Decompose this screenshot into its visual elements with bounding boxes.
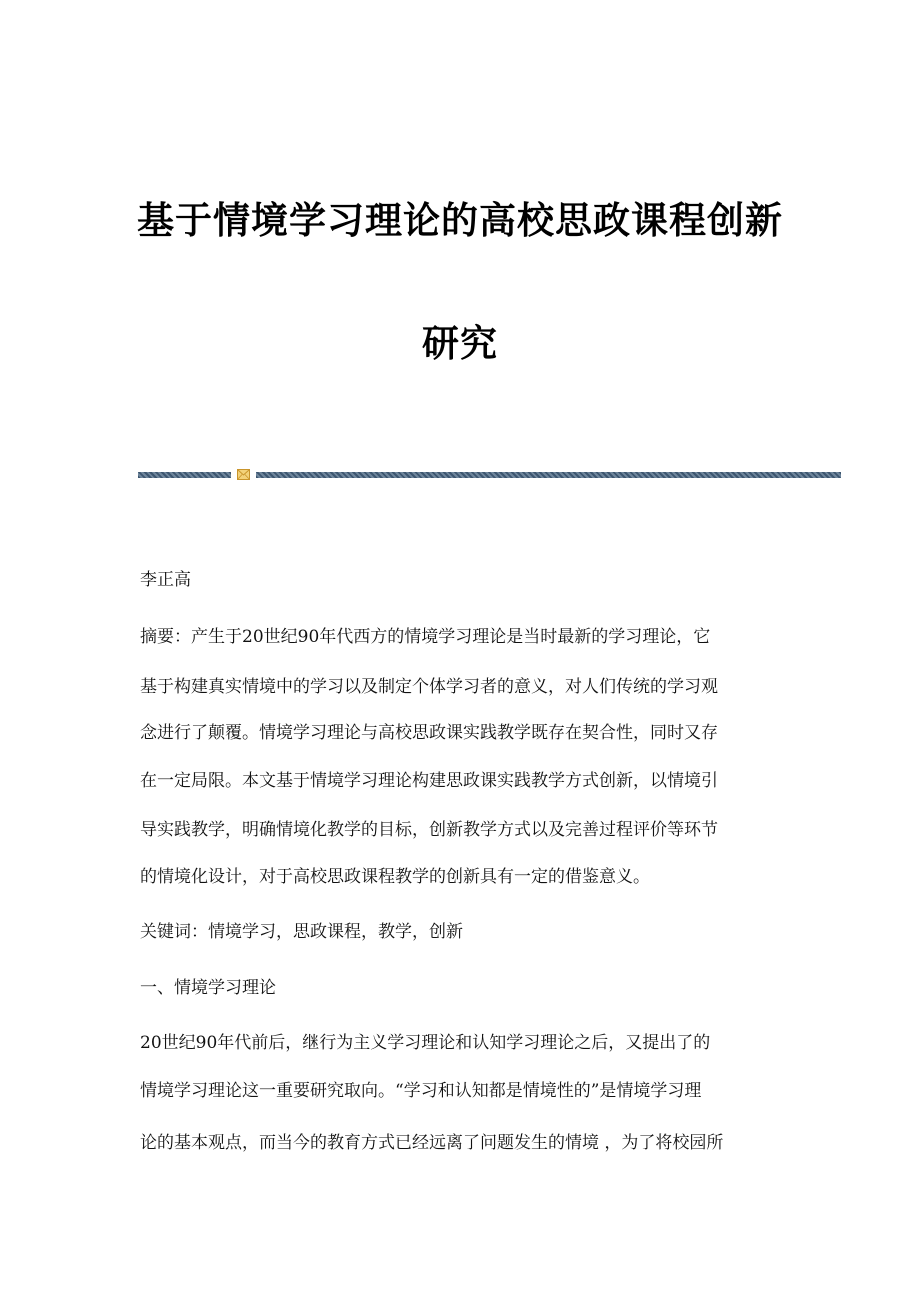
document-title-line-2: 研究 <box>422 321 498 365</box>
abstract-line: 在一定局限。本文基于情境学习理论构建思政课实践教学方式创新，以情境引 <box>140 771 718 791</box>
divider-bar-right <box>256 472 841 478</box>
document-title-line-1: 基于情境学习理论的高校思政课程创新 <box>137 198 783 242</box>
abstract-line: 的情境化设计，对于高校思政课程教学的创新具有一定的借鉴意义。 <box>140 867 650 887</box>
body-line: 论的基本观点，而当今的教育方式已经远离了问题发生的情境 ，为了将校园所 <box>140 1133 724 1153</box>
abstract-line: 摘要：产生于20世纪90年代西方的情境学习理论是当时最新的学习理论，它 <box>140 627 711 647</box>
abstract-line: 念进行了颠覆。情境学习理论与高校思政课实践教学既存在契合性，同时又存 <box>140 723 718 743</box>
author-name: 李正高 <box>140 570 191 590</box>
body-line: 情境学习理论这一重要研究取向。“学习和认知都是情境性的”是情境学习理 <box>140 1081 702 1101</box>
body-line: 20世纪90年代前后，继行为主义学习理论和认知学习理论之后，又提出了的 <box>140 1033 711 1053</box>
keywords-line: 关键词：情境学习，思政课程，教学，创新 <box>140 922 463 942</box>
abstract-line: 导实践教学，明确情境化教学的目标，创新教学方式以及完善过程评价等环节 <box>140 820 718 840</box>
section-heading: 一、情境学习理论 <box>140 978 276 998</box>
title-divider <box>138 468 841 482</box>
envelope-ornament-icon <box>237 469 250 480</box>
divider-bar-left <box>138 472 231 478</box>
abstract-line: 基于构建真实情境中的学习以及制定个体学习者的意义，对人们传统的学习观 <box>140 677 718 697</box>
